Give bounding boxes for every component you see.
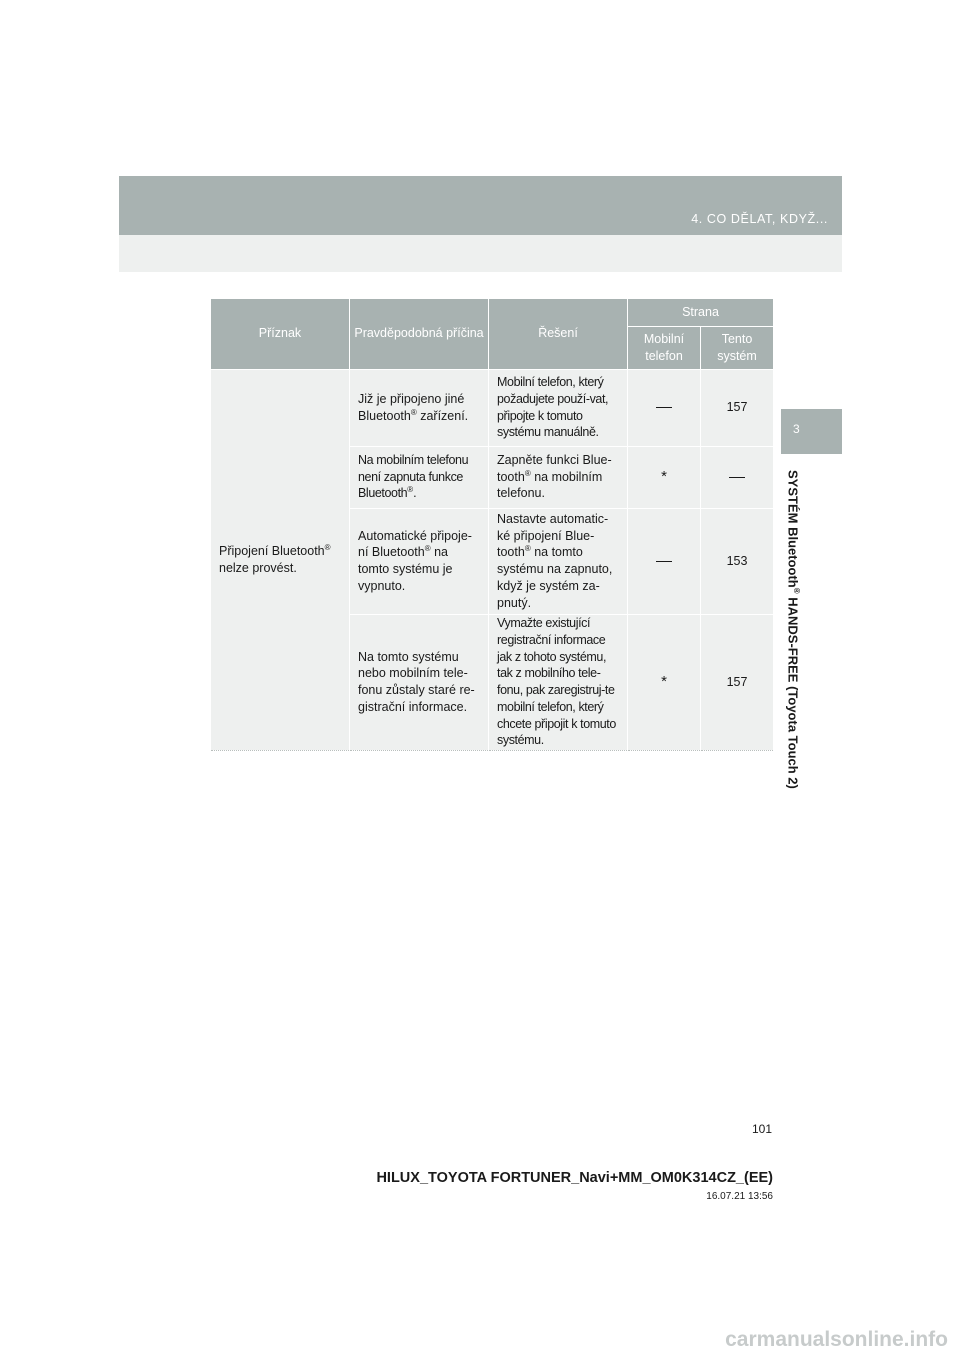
- chapter-tab: [781, 409, 842, 454]
- header-this-system: Tento systém: [701, 326, 774, 369]
- registered-mark: ®: [424, 544, 431, 554]
- header-mobile-phone: Mobilní telefon: [628, 326, 701, 369]
- solution-text: Zapněte funkci Blue-tooth: [497, 452, 612, 484]
- chapter-number: 3: [793, 422, 800, 436]
- symptom-text-1: Připojení Bluetooth: [219, 543, 325, 558]
- registered-mark: ®: [792, 587, 801, 594]
- solution-text: Vymažte existující registrační informace jak z tohoto systému, tak z mobilního tele-fonu, pak zaregistruj-te mobilní telefon, který chcete připojit k tomuto systému.: [497, 616, 616, 748]
- header-page: Strana: [628, 299, 774, 326]
- mobile-page-cell: [628, 614, 701, 750]
- solution-text: na tomto systému na zapnuto, když je systém za-pnutý.: [497, 545, 613, 610]
- cause-text: zařízení.: [416, 408, 469, 423]
- side-title-suffix: HANDS-FREE (Toyota Touch 2): [785, 593, 801, 789]
- header-solution: Řešení: [489, 299, 628, 369]
- asterisk-icon: *: [661, 672, 667, 690]
- system-page-cell: 157: [701, 614, 774, 750]
- asterisk-icon: *: [661, 467, 667, 485]
- solution-text: na mobilním telefonu.: [497, 469, 603, 501]
- registered-mark: ®: [524, 468, 531, 478]
- chapter-side-title: [786, 470, 801, 790]
- cause-text: na tomto systému je vypnuto.: [358, 545, 453, 593]
- header-band: [119, 176, 842, 235]
- mobile-page-cell: [628, 446, 701, 508]
- document-code: HILUX_TOYOTA FORTUNER_Navi+MM_OM0K314CZ_(EE): [376, 1170, 773, 1186]
- cause-text: Na mobilním telefonu není zapnuta funkce Bluetooth: [358, 452, 469, 501]
- cause-text: .: [413, 486, 417, 501]
- system-page-cell: [701, 446, 774, 508]
- solution-cell: [489, 614, 628, 750]
- system-page-cell: 153: [701, 508, 774, 614]
- table-row: [211, 369, 774, 446]
- symptom-cell: [211, 369, 350, 750]
- dash-icon: [656, 561, 672, 562]
- registered-mark: ®: [407, 485, 414, 495]
- mobile-page-cell: [628, 508, 701, 614]
- dash-icon: [729, 477, 745, 478]
- solution-cell: [489, 446, 628, 508]
- system-page-cell: 157: [701, 369, 774, 446]
- header-symptom: Příznak: [211, 299, 350, 369]
- cause-cell: [350, 446, 489, 508]
- solution-text: Mobilní telefon, který požadujete použí-vat, připojte k tomuto systému manuálně.: [497, 375, 609, 440]
- page-number: 101: [752, 1122, 773, 1136]
- registered-mark: ®: [324, 542, 331, 552]
- symptom-text-2: nelze provést.: [219, 560, 297, 575]
- troubleshooting-table: [210, 299, 774, 751]
- watermark: carmanualsonline.info: [725, 1328, 948, 1351]
- cause-cell: [350, 508, 489, 614]
- side-title-prefix: SYSTÉM Bluetooth: [785, 470, 801, 588]
- solution-text: Nastavte automatic-ké připojení Blue-tooth: [497, 511, 609, 560]
- cause-text: Na tomto systému nebo mobilním tele-fonu zůstaly staré re-gistrační informace.: [358, 649, 475, 714]
- header-cause: Pravděpodobná příčina: [350, 299, 489, 369]
- dash-icon: [656, 407, 672, 408]
- mobile-page-cell: [628, 369, 701, 446]
- solution-cell: [489, 508, 628, 614]
- registered-mark: ®: [524, 544, 531, 554]
- cause-cell: [350, 369, 489, 446]
- cause-text: Automatické připoje-ní Bluetooth: [358, 528, 472, 560]
- cause-cell: [350, 614, 489, 750]
- header-subband: [119, 235, 842, 272]
- solution-cell: [489, 369, 628, 446]
- print-timestamp: 16.07.21 13:56: [706, 1191, 773, 1202]
- registered-mark: ®: [410, 407, 417, 417]
- cause-text: Již je připojeno jiné Bluetooth: [358, 391, 465, 423]
- section-title: 4. CO DĚLAT, KDYŽ...: [691, 212, 828, 226]
